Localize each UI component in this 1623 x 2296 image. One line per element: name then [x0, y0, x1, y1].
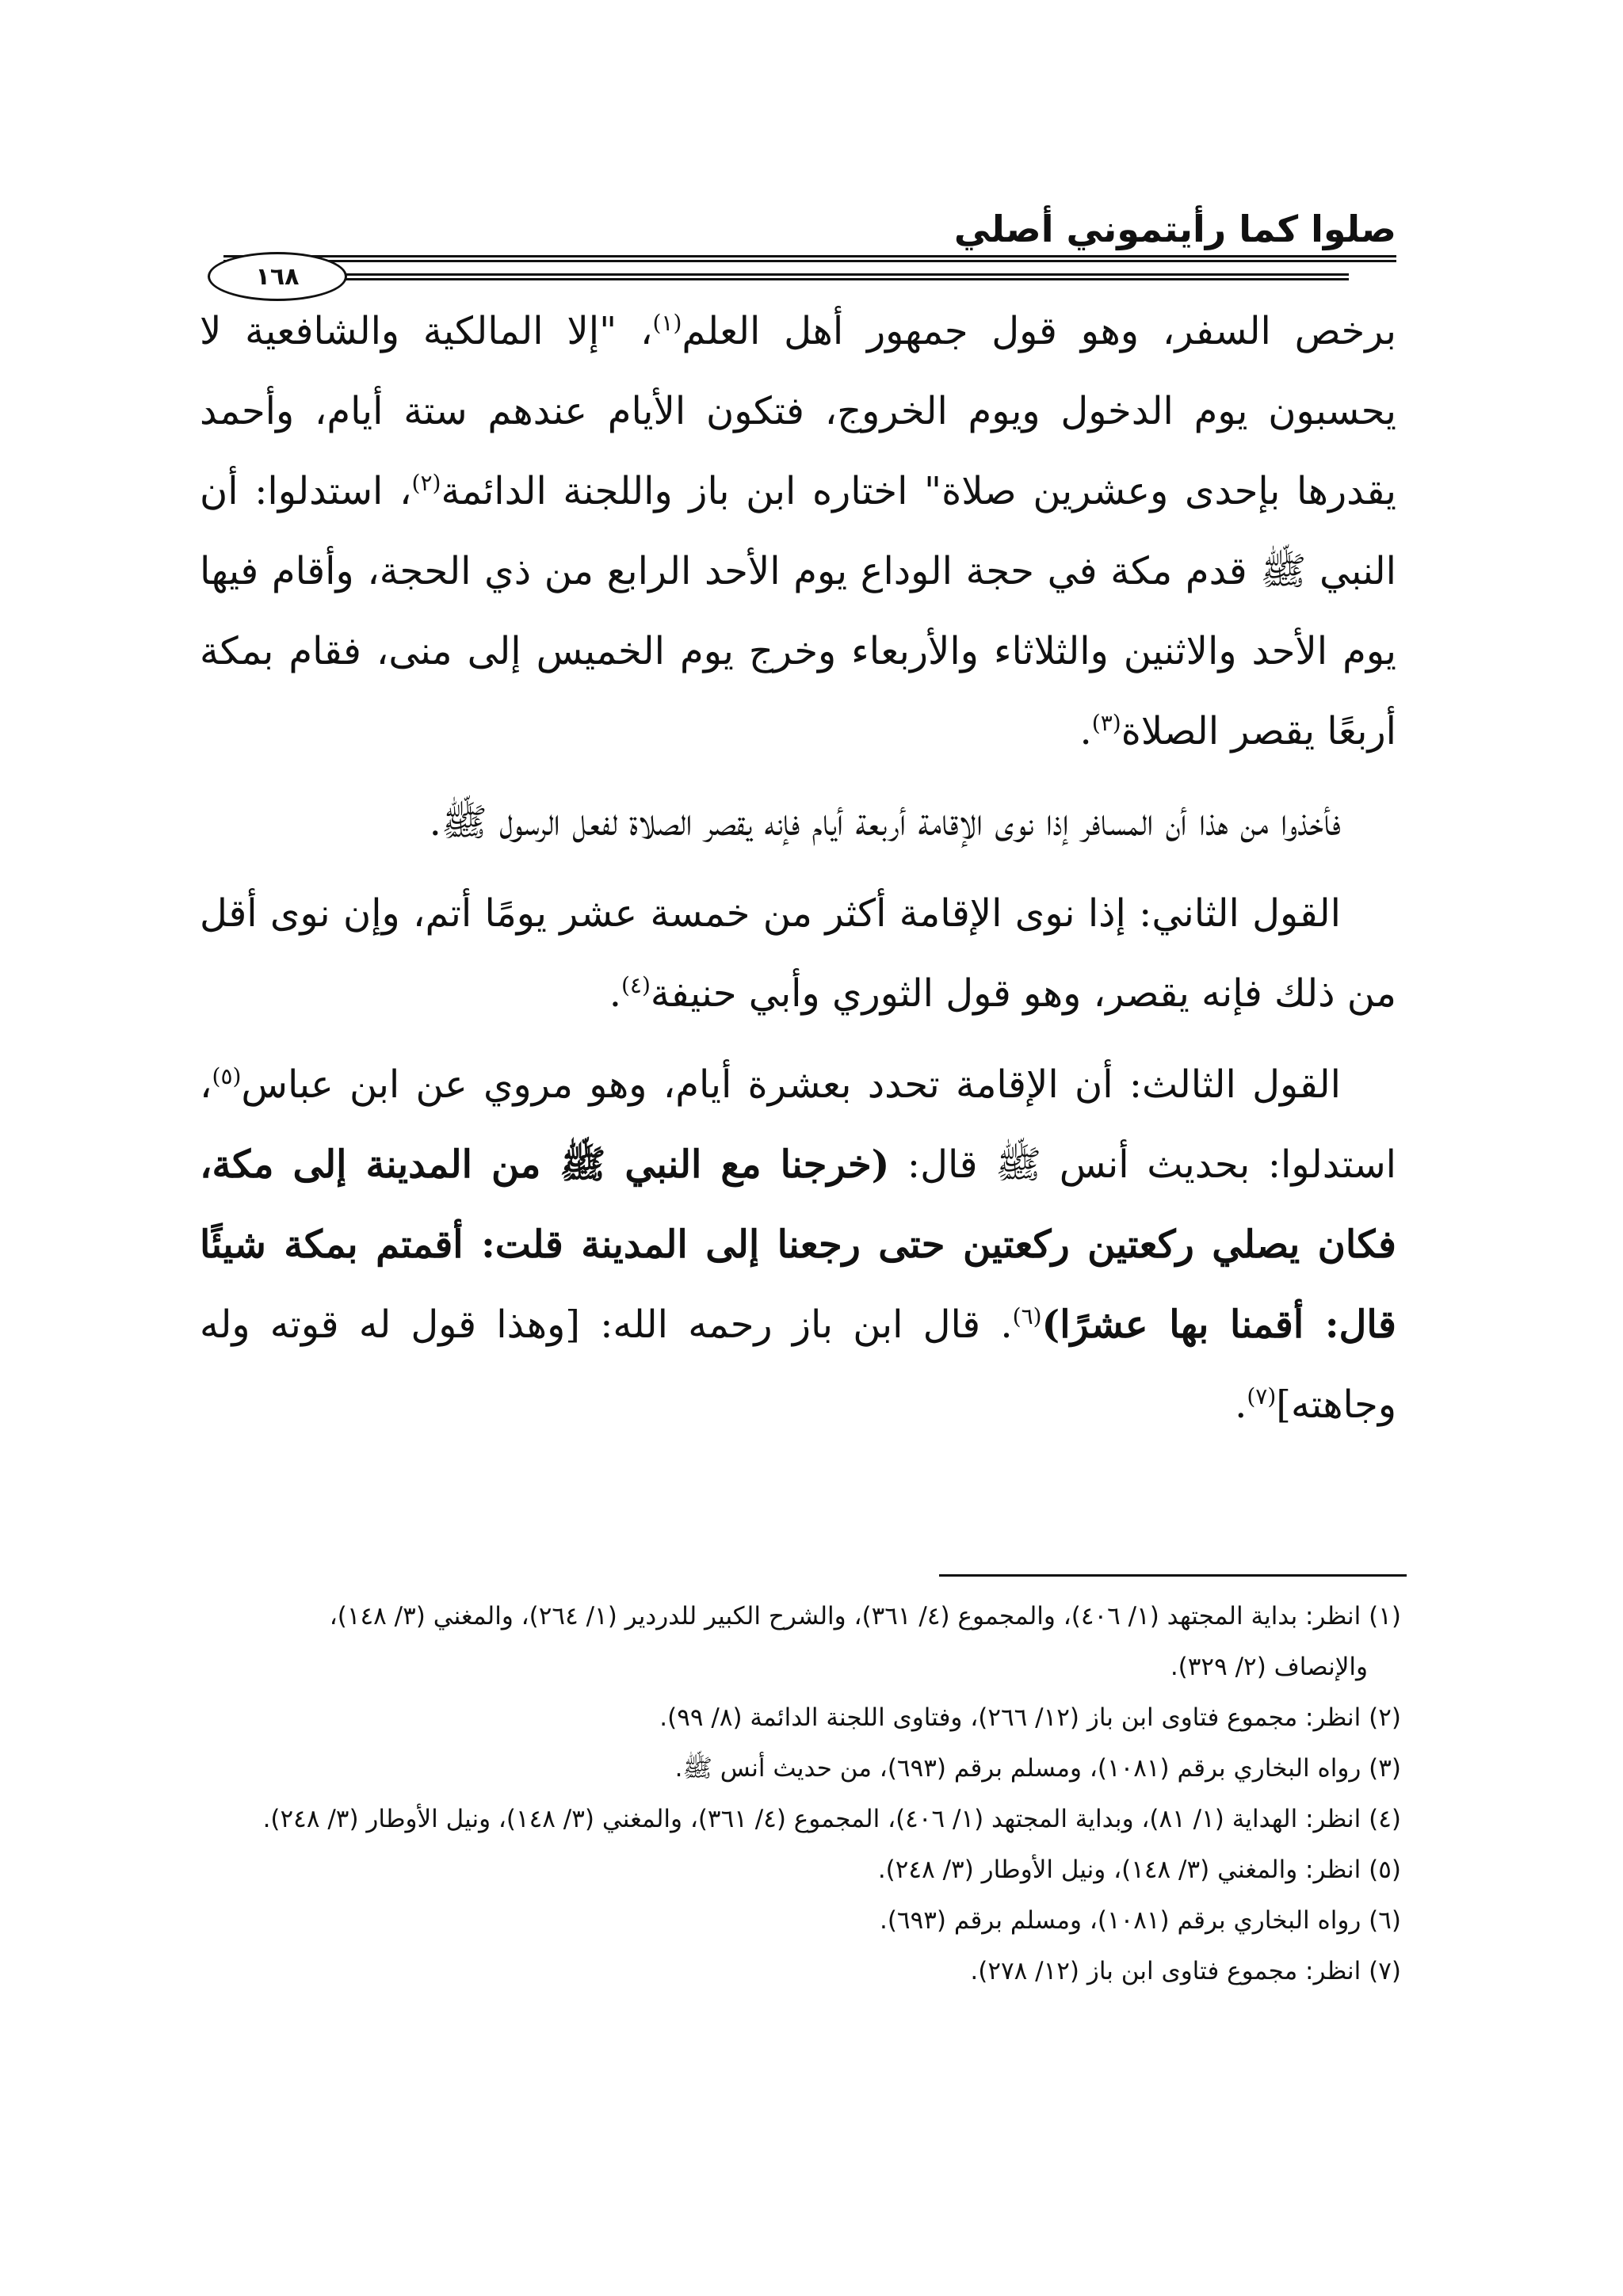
footnote-5: (٥) انظر: والمغني (٣/ ١٤٨)، ونيل الأوطار (٣/ ٢٤٨).: [877, 1855, 1401, 1884]
footnote-1-continuation: والإنصاف (٢/ ٣٢٩).: [1170, 1653, 1368, 1681]
footnote-divider: [939, 1574, 1407, 1577]
main-text: [200, 292, 1396, 1445]
header-rule-lower: [223, 273, 1349, 283]
paragraph-2: فأخذوا من هذا أن المسافر إذا نوى الإقامة أربعة أيام فإنه يقصر الصلاة لفعل الرسول ﷺ.: [429, 800, 1341, 845]
paragraph-1: [200, 292, 1396, 772]
text-span: . قال ابن باز رحمه الله: [وهذا قول له قوته وله وجاهته]: [200, 1302, 1396, 1427]
paragraph-3: [200, 874, 1396, 1034]
hadith-quote: (خرجنا مع النبي ﷺ من المدينة إلى مكة، فكان يصلي ركعتين ركعتين حتى رجعنا إلى المدينة قلت: أقمتم بمكة شيئًا قال: أقمنا بها عشرًا): [200, 1142, 1397, 1347]
text-span: القول الثالث: أن الإقامة تحدد بعشرة أيام، وهو مروي عن ابن عباس: [241, 1062, 1341, 1107]
header-rule: [223, 255, 1396, 265]
text-span: ، استدلوا: أن النبي ﷺ قدم مكة في حجة الوداع يوم الأحد الرابع من ذي الحجة، وأقام فيها يوم الأحد والاثنين والثلاثاء والأربعاء وخرج يوم الخميس إلى منى، فقام بمكة أربعًا يقصر الصلاة: [200, 469, 1396, 753]
footnote-ref-6[interactable]: (٦): [1012, 1303, 1042, 1329]
footnote-ref-3[interactable]: (٣): [1091, 710, 1121, 736]
footnote-ref-7[interactable]: (٧): [1247, 1383, 1277, 1409]
footnote-ref-5[interactable]: (٥): [212, 1063, 242, 1089]
page-number: ١٦٨: [208, 252, 347, 301]
footnotes: [190, 1591, 1401, 1997]
footnote-2: (٢) انظر: مجموع فتاوى ابن باز (١٢/ ٢٦٦)، وفتاوى اللجنة الدائمة (٨/ ٩٩).: [659, 1703, 1401, 1732]
text-span: ، "إلا المالكية والشافعية لا يحسبون يوم الدخول ويوم الخروج، فتكون الأيام عندهم ستة أيام، وأحمد يقدرها بإحدى وعشرين صلاة" اختاره ابن باز واللجنة الدائمة: [200, 309, 1397, 513]
footnote-ref-2[interactable]: (٢): [411, 470, 441, 496]
text-span: .: [609, 971, 621, 1016]
footnote-4: (٤) انظر: الهداية (١/ ٨١)، وبداية المجتهد (١/ ٤٠٦)، المجموع (٤/ ٣٦١)، والمغني (٣/ ١٤٨)، ونيل الأوطار (٣/ ٢٤٨).: [262, 1805, 1401, 1833]
book-title: صلوا كما رأيتموني أصلي: [953, 208, 1396, 250]
text-span: .: [1235, 1383, 1247, 1427]
footnote-7: (٧) انظر: مجموع فتاوى ابن باز (١٢/ ٢٧٨).: [970, 1957, 1401, 1985]
text-span: القول الثاني: إذا نوى الإقامة أكثر من خمسة عشر يومًا أتم، وإن نوى أقل من ذلك فإنه يقصر، وهو قول الثوري وأبي حنيفة: [200, 891, 1396, 1016]
footnote-ref-1[interactable]: (١): [652, 310, 682, 336]
text-span: برخص السفر، وهو قول جمهور أهل العلم: [682, 309, 1396, 353]
text-span: ، استدلوا: بحديث أنس ﷺ قال:: [200, 1062, 1396, 1187]
footnote-6: (٦) رواه البخاري برقم (١٠٨١)، ومسلم برقم (٦٩٣).: [879, 1906, 1401, 1935]
footnote-1: (١) انظر: بداية المجتهد (١/ ٤٠٦)، والمجموع (٤/ ٣٦١)، والشرح الكبير للدردير (١/ ٢٦٤)، والمغني (٣/ ١٤٨)،: [329, 1602, 1401, 1630]
paragraph-4: [200, 1045, 1396, 1445]
text-span: .: [1079, 709, 1092, 753]
footnote-ref-4[interactable]: (٤): [621, 972, 651, 998]
footnote-3: (٣) رواه البخاري برقم (١٠٨١)، ومسلم برقم (٦٩٣)، من حديث أنس ﷺ.: [674, 1754, 1401, 1783]
